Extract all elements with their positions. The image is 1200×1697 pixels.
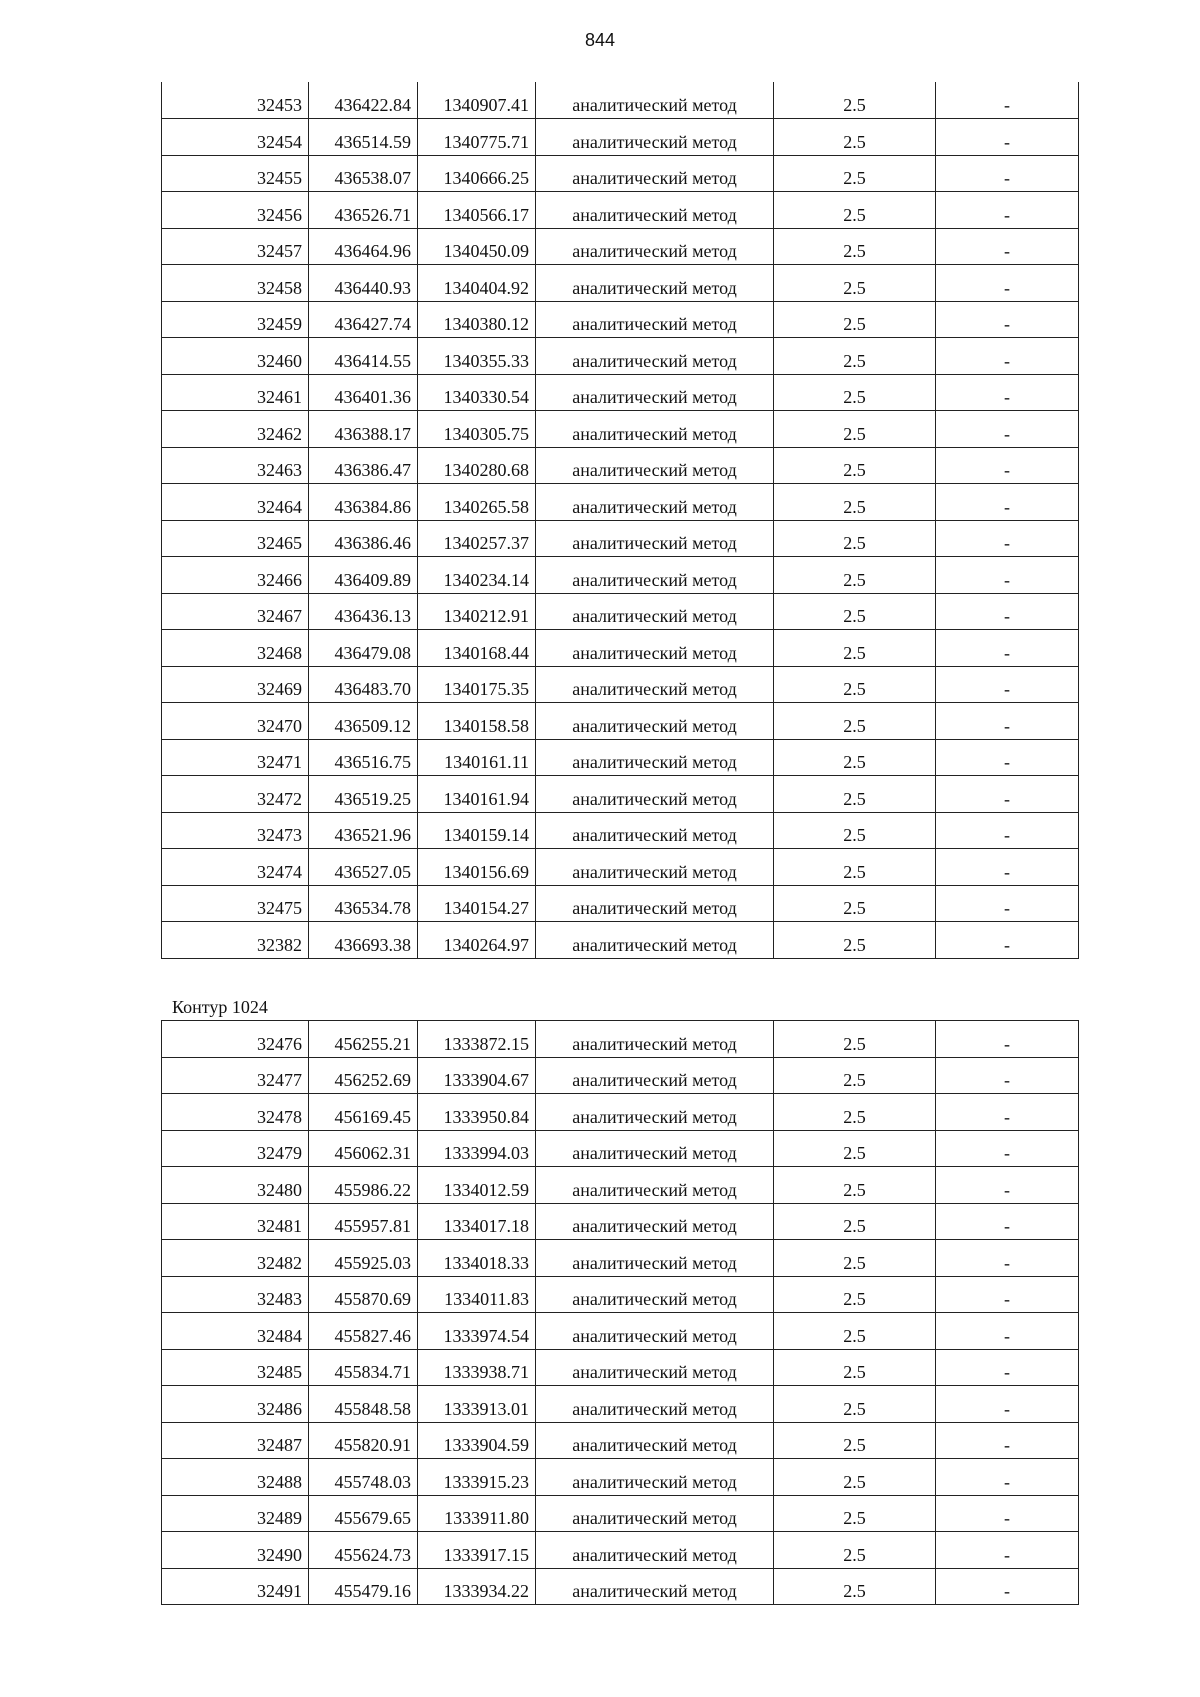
point-number-cell: 32463 <box>162 447 309 484</box>
point-number-cell: 32476 <box>162 1021 309 1058</box>
point-number-cell: 32472 <box>162 776 309 813</box>
accuracy-cell: 2.5 <box>774 1313 936 1350</box>
y-coordinate-cell: 1340158.58 <box>418 703 536 740</box>
table-row <box>162 155 1079 192</box>
table-row <box>162 411 1079 448</box>
x-coordinate-cell: 436514.59 <box>309 119 418 156</box>
point-number-cell: 32465 <box>162 520 309 557</box>
point-number-cell: 32470 <box>162 703 309 740</box>
x-coordinate-cell: 436401.36 <box>309 374 418 411</box>
accuracy-cell: 2.5 <box>774 119 936 156</box>
description-cell: - <box>936 338 1079 375</box>
point-number-cell: 32481 <box>162 1203 309 1240</box>
accuracy-cell: 2.5 <box>774 374 936 411</box>
description-cell: - <box>936 1276 1079 1313</box>
table-row <box>162 192 1079 229</box>
y-coordinate-cell: 1333911.80 <box>418 1495 536 1532</box>
accuracy-cell: 2.5 <box>774 1459 936 1496</box>
accuracy-cell: 2.5 <box>774 265 936 302</box>
accuracy-cell: 2.5 <box>774 82 936 119</box>
y-coordinate-cell: 1340212.91 <box>418 593 536 630</box>
point-number-cell: 32491 <box>162 1568 309 1605</box>
x-coordinate-cell: 456062.31 <box>309 1130 418 1167</box>
point-number-cell: 32460 <box>162 338 309 375</box>
method-cell: аналитический метод <box>536 812 774 849</box>
description-cell: - <box>936 374 1079 411</box>
point-number-cell: 32455 <box>162 155 309 192</box>
point-number-cell: 32486 <box>162 1386 309 1423</box>
table-row <box>162 812 1079 849</box>
page-number: 844 <box>584 30 616 50</box>
point-number-cell: 32466 <box>162 557 309 594</box>
description-cell: - <box>936 739 1079 776</box>
table-row <box>162 1276 1079 1313</box>
x-coordinate-cell: 455748.03 <box>309 1459 418 1496</box>
table-row <box>162 1203 1079 1240</box>
point-number-cell: 32477 <box>162 1057 309 1094</box>
accuracy-cell: 2.5 <box>774 885 936 922</box>
point-number-cell: 32479 <box>162 1130 309 1167</box>
method-cell: аналитический метод <box>536 1422 774 1459</box>
method-cell: аналитический метод <box>536 849 774 886</box>
y-coordinate-cell: 1340404.92 <box>418 265 536 302</box>
accuracy-cell: 2.5 <box>774 593 936 630</box>
accuracy-cell: 2.5 <box>774 666 936 703</box>
description-cell: - <box>936 812 1079 849</box>
description-cell: - <box>936 703 1079 740</box>
x-coordinate-cell: 436534.78 <box>309 885 418 922</box>
x-coordinate-cell: 436526.71 <box>309 192 418 229</box>
x-coordinate-cell: 455848.58 <box>309 1386 418 1423</box>
description-cell: - <box>936 119 1079 156</box>
table-row <box>162 922 1079 959</box>
y-coordinate-cell: 1340775.71 <box>418 119 536 156</box>
description-cell: - <box>936 1349 1079 1386</box>
x-coordinate-cell: 455827.46 <box>309 1313 418 1350</box>
table-row <box>162 82 1079 119</box>
y-coordinate-cell: 1334018.33 <box>418 1240 536 1277</box>
point-number-cell: 32461 <box>162 374 309 411</box>
description-cell: - <box>936 1130 1079 1167</box>
description-cell: - <box>936 557 1079 594</box>
accuracy-cell: 2.5 <box>774 1532 936 1569</box>
x-coordinate-cell: 436516.75 <box>309 739 418 776</box>
method-cell: аналитический метод <box>536 338 774 375</box>
accuracy-cell: 2.5 <box>774 703 936 740</box>
description-cell: - <box>936 630 1079 667</box>
table-row <box>162 338 1079 375</box>
accuracy-cell: 2.5 <box>774 812 936 849</box>
x-coordinate-cell: 455820.91 <box>309 1422 418 1459</box>
y-coordinate-cell: 1340666.25 <box>418 155 536 192</box>
accuracy-cell: 2.5 <box>774 776 936 813</box>
point-number-cell: 32474 <box>162 849 309 886</box>
point-number-cell: 32464 <box>162 484 309 521</box>
method-cell: аналитический метод <box>536 557 774 594</box>
description-cell: - <box>936 1240 1079 1277</box>
y-coordinate-cell: 1333872.15 <box>418 1021 536 1058</box>
y-coordinate-cell: 1340450.09 <box>418 228 536 265</box>
table-row <box>162 447 1079 484</box>
table-row <box>162 1130 1079 1167</box>
table-row <box>162 484 1079 521</box>
contour-label: Контур 1024 <box>172 997 268 1017</box>
method-cell: аналитический метод <box>536 82 774 119</box>
description-cell: - <box>936 1094 1079 1131</box>
description-cell: - <box>936 192 1079 229</box>
y-coordinate-cell: 1333934.22 <box>418 1568 536 1605</box>
x-coordinate-cell: 455479.16 <box>309 1568 418 1605</box>
description-cell: - <box>936 1386 1079 1423</box>
point-number-cell: 32480 <box>162 1167 309 1204</box>
accuracy-cell: 2.5 <box>774 301 936 338</box>
description-cell: - <box>936 885 1079 922</box>
y-coordinate-cell: 1333904.59 <box>418 1422 536 1459</box>
accuracy-cell: 2.5 <box>774 1568 936 1605</box>
method-cell: аналитический метод <box>536 228 774 265</box>
y-coordinate-cell: 1340234.14 <box>418 557 536 594</box>
method-cell: аналитический метод <box>536 1568 774 1605</box>
description-cell: - <box>936 1021 1079 1058</box>
description-cell: - <box>936 1568 1079 1605</box>
x-coordinate-cell: 436427.74 <box>309 301 418 338</box>
y-coordinate-cell: 1340566.17 <box>418 192 536 229</box>
description-cell: - <box>936 849 1079 886</box>
method-cell: аналитический метод <box>536 739 774 776</box>
x-coordinate-cell: 436519.25 <box>309 776 418 813</box>
accuracy-cell: 2.5 <box>774 411 936 448</box>
x-coordinate-cell: 436693.38 <box>309 922 418 959</box>
y-coordinate-cell: 1333994.03 <box>418 1130 536 1167</box>
method-cell: аналитический метод <box>536 1459 774 1496</box>
x-coordinate-cell: 455679.65 <box>309 1495 418 1532</box>
coordinates-table-2 <box>161 1020 1079 1605</box>
table-row <box>162 776 1079 813</box>
table-row <box>162 520 1079 557</box>
y-coordinate-cell: 1340305.75 <box>418 411 536 448</box>
x-coordinate-cell: 436422.84 <box>309 82 418 119</box>
table-row <box>162 1422 1079 1459</box>
x-coordinate-cell: 436409.89 <box>309 557 418 594</box>
method-cell: аналитический метод <box>536 1167 774 1204</box>
method-cell: аналитический метод <box>536 447 774 484</box>
point-number-cell: 32484 <box>162 1313 309 1350</box>
accuracy-cell: 2.5 <box>774 849 936 886</box>
point-number-cell: 32489 <box>162 1495 309 1532</box>
method-cell: аналитический метод <box>536 776 774 813</box>
point-number-cell: 32483 <box>162 1276 309 1313</box>
y-coordinate-cell: 1340280.68 <box>418 447 536 484</box>
table-row <box>162 703 1079 740</box>
description-cell: - <box>936 922 1079 959</box>
description-cell: - <box>936 1057 1079 1094</box>
accuracy-cell: 2.5 <box>774 1386 936 1423</box>
accuracy-cell: 2.5 <box>774 1130 936 1167</box>
description-cell: - <box>936 484 1079 521</box>
description-cell: - <box>936 776 1079 813</box>
point-number-cell: 32473 <box>162 812 309 849</box>
description-cell: - <box>936 520 1079 557</box>
method-cell: аналитический метод <box>536 1130 774 1167</box>
method-cell: аналитический метод <box>536 1386 774 1423</box>
accuracy-cell: 2.5 <box>774 557 936 594</box>
table-row <box>162 593 1079 630</box>
y-coordinate-cell: 1334011.83 <box>418 1276 536 1313</box>
accuracy-cell: 2.5 <box>774 1240 936 1277</box>
table-row <box>162 119 1079 156</box>
y-coordinate-cell: 1340257.37 <box>418 520 536 557</box>
accuracy-cell: 2.5 <box>774 739 936 776</box>
description-cell: - <box>936 1313 1079 1350</box>
table-row <box>162 374 1079 411</box>
table-row <box>162 301 1079 338</box>
accuracy-cell: 2.5 <box>774 484 936 521</box>
x-coordinate-cell: 455986.22 <box>309 1167 418 1204</box>
y-coordinate-cell: 1340156.69 <box>418 849 536 886</box>
accuracy-cell: 2.5 <box>774 192 936 229</box>
accuracy-cell: 2.5 <box>774 1276 936 1313</box>
table-row <box>162 557 1079 594</box>
point-number-cell: 32488 <box>162 1459 309 1496</box>
method-cell: аналитический метод <box>536 1313 774 1350</box>
table-row <box>162 1349 1079 1386</box>
x-coordinate-cell: 455870.69 <box>309 1276 418 1313</box>
accuracy-cell: 2.5 <box>774 1422 936 1459</box>
coordinates-table-1 <box>161 82 1079 959</box>
point-number-cell: 32485 <box>162 1349 309 1386</box>
method-cell: аналитический метод <box>536 703 774 740</box>
y-coordinate-cell: 1333974.54 <box>418 1313 536 1350</box>
y-coordinate-cell: 1340380.12 <box>418 301 536 338</box>
method-cell: аналитический метод <box>536 484 774 521</box>
x-coordinate-cell: 455957.81 <box>309 1203 418 1240</box>
point-number-cell: 32454 <box>162 119 309 156</box>
point-number-cell: 32382 <box>162 922 309 959</box>
point-number-cell: 32462 <box>162 411 309 448</box>
table-row <box>162 666 1079 703</box>
description-cell: - <box>936 301 1079 338</box>
y-coordinate-cell: 1333950.84 <box>418 1094 536 1131</box>
method-cell: аналитический метод <box>536 1495 774 1532</box>
description-cell: - <box>936 593 1079 630</box>
accuracy-cell: 2.5 <box>774 338 936 375</box>
x-coordinate-cell: 436388.17 <box>309 411 418 448</box>
accuracy-cell: 2.5 <box>774 155 936 192</box>
point-number-cell: 32458 <box>162 265 309 302</box>
method-cell: аналитический метод <box>536 119 774 156</box>
y-coordinate-cell: 1340907.41 <box>418 82 536 119</box>
method-cell: аналитический метод <box>536 1349 774 1386</box>
accuracy-cell: 2.5 <box>774 1021 936 1058</box>
y-coordinate-cell: 1340168.44 <box>418 630 536 667</box>
table-row <box>162 1094 1079 1131</box>
method-cell: аналитический метод <box>536 155 774 192</box>
x-coordinate-cell: 436483.70 <box>309 666 418 703</box>
x-coordinate-cell: 456252.69 <box>309 1057 418 1094</box>
accuracy-cell: 2.5 <box>774 630 936 667</box>
y-coordinate-cell: 1340161.94 <box>418 776 536 813</box>
table-row <box>162 1532 1079 1569</box>
description-cell: - <box>936 1459 1079 1496</box>
point-number-cell: 32457 <box>162 228 309 265</box>
y-coordinate-cell: 1340355.33 <box>418 338 536 375</box>
description-cell: - <box>936 265 1079 302</box>
description-cell: - <box>936 228 1079 265</box>
description-cell: - <box>936 1203 1079 1240</box>
x-coordinate-cell: 436440.93 <box>309 265 418 302</box>
point-number-cell: 32482 <box>162 1240 309 1277</box>
table-row <box>162 885 1079 922</box>
method-cell: аналитический метод <box>536 1203 774 1240</box>
accuracy-cell: 2.5 <box>774 1495 936 1532</box>
method-cell: аналитический метод <box>536 1094 774 1131</box>
method-cell: аналитический метод <box>536 374 774 411</box>
x-coordinate-cell: 436479.08 <box>309 630 418 667</box>
x-coordinate-cell: 436521.96 <box>309 812 418 849</box>
method-cell: аналитический метод <box>536 192 774 229</box>
y-coordinate-cell: 1340159.14 <box>418 812 536 849</box>
x-coordinate-cell: 436384.86 <box>309 484 418 521</box>
table-row <box>162 1459 1079 1496</box>
table-row <box>162 1057 1079 1094</box>
x-coordinate-cell: 455834.71 <box>309 1349 418 1386</box>
y-coordinate-cell: 1334012.59 <box>418 1167 536 1204</box>
method-cell: аналитический метод <box>536 1021 774 1058</box>
accuracy-cell: 2.5 <box>774 1349 936 1386</box>
accuracy-cell: 2.5 <box>774 1167 936 1204</box>
x-coordinate-cell: 436386.46 <box>309 520 418 557</box>
y-coordinate-cell: 1333913.01 <box>418 1386 536 1423</box>
y-coordinate-cell: 1340154.27 <box>418 885 536 922</box>
x-coordinate-cell: 456169.45 <box>309 1094 418 1131</box>
method-cell: аналитический метод <box>536 1276 774 1313</box>
x-coordinate-cell: 436436.13 <box>309 593 418 630</box>
point-number-cell: 32468 <box>162 630 309 667</box>
description-cell: - <box>936 447 1079 484</box>
point-number-cell: 32475 <box>162 885 309 922</box>
y-coordinate-cell: 1340161.11 <box>418 739 536 776</box>
accuracy-cell: 2.5 <box>774 1057 936 1094</box>
method-cell: аналитический метод <box>536 630 774 667</box>
description-cell: - <box>936 155 1079 192</box>
point-number-cell: 32467 <box>162 593 309 630</box>
table-row <box>162 1495 1079 1532</box>
x-coordinate-cell: 455624.73 <box>309 1532 418 1569</box>
point-number-cell: 32469 <box>162 666 309 703</box>
description-cell: - <box>936 1532 1079 1569</box>
x-coordinate-cell: 455925.03 <box>309 1240 418 1277</box>
table-row <box>162 265 1079 302</box>
y-coordinate-cell: 1340175.35 <box>418 666 536 703</box>
x-coordinate-cell: 456255.21 <box>309 1021 418 1058</box>
method-cell: аналитический метод <box>536 666 774 703</box>
point-number-cell: 32459 <box>162 301 309 338</box>
method-cell: аналитический метод <box>536 301 774 338</box>
point-number-cell: 32471 <box>162 739 309 776</box>
description-cell: - <box>936 1167 1079 1204</box>
table-row <box>162 739 1079 776</box>
point-number-cell: 32456 <box>162 192 309 229</box>
y-coordinate-cell: 1333915.23 <box>418 1459 536 1496</box>
table-row <box>162 1167 1079 1204</box>
point-number-cell: 32453 <box>162 82 309 119</box>
y-coordinate-cell: 1333904.67 <box>418 1057 536 1094</box>
accuracy-cell: 2.5 <box>774 228 936 265</box>
accuracy-cell: 2.5 <box>774 520 936 557</box>
table-row <box>162 228 1079 265</box>
table-row <box>162 630 1079 667</box>
description-cell: - <box>936 1422 1079 1459</box>
method-cell: аналитический метод <box>536 265 774 302</box>
method-cell: аналитический метод <box>536 411 774 448</box>
table-row <box>162 1313 1079 1350</box>
accuracy-cell: 2.5 <box>774 1094 936 1131</box>
method-cell: аналитический метод <box>536 1532 774 1569</box>
y-coordinate-cell: 1340330.54 <box>418 374 536 411</box>
x-coordinate-cell: 436509.12 <box>309 703 418 740</box>
y-coordinate-cell: 1340264.97 <box>418 922 536 959</box>
point-number-cell: 32487 <box>162 1422 309 1459</box>
x-coordinate-cell: 436527.05 <box>309 849 418 886</box>
point-number-cell: 32490 <box>162 1532 309 1569</box>
description-cell: - <box>936 1495 1079 1532</box>
table-row <box>162 1386 1079 1423</box>
x-coordinate-cell: 436386.47 <box>309 447 418 484</box>
table-row <box>162 1240 1079 1277</box>
method-cell: аналитический метод <box>536 1057 774 1094</box>
accuracy-cell: 2.5 <box>774 447 936 484</box>
y-coordinate-cell: 1334017.18 <box>418 1203 536 1240</box>
method-cell: аналитический метод <box>536 520 774 557</box>
table-row <box>162 849 1079 886</box>
y-coordinate-cell: 1333938.71 <box>418 1349 536 1386</box>
method-cell: аналитический метод <box>536 922 774 959</box>
method-cell: аналитический метод <box>536 1240 774 1277</box>
table-row <box>162 1568 1079 1605</box>
y-coordinate-cell: 1333917.15 <box>418 1532 536 1569</box>
y-coordinate-cell: 1340265.58 <box>418 484 536 521</box>
accuracy-cell: 2.5 <box>774 1203 936 1240</box>
point-number-cell: 32478 <box>162 1094 309 1131</box>
method-cell: аналитический метод <box>536 593 774 630</box>
table-row <box>162 1021 1079 1058</box>
x-coordinate-cell: 436538.07 <box>309 155 418 192</box>
description-cell: - <box>936 666 1079 703</box>
x-coordinate-cell: 436414.55 <box>309 338 418 375</box>
accuracy-cell: 2.5 <box>774 922 936 959</box>
method-cell: аналитический метод <box>536 885 774 922</box>
description-cell: - <box>936 82 1079 119</box>
description-cell: - <box>936 411 1079 448</box>
x-coordinate-cell: 436464.96 <box>309 228 418 265</box>
